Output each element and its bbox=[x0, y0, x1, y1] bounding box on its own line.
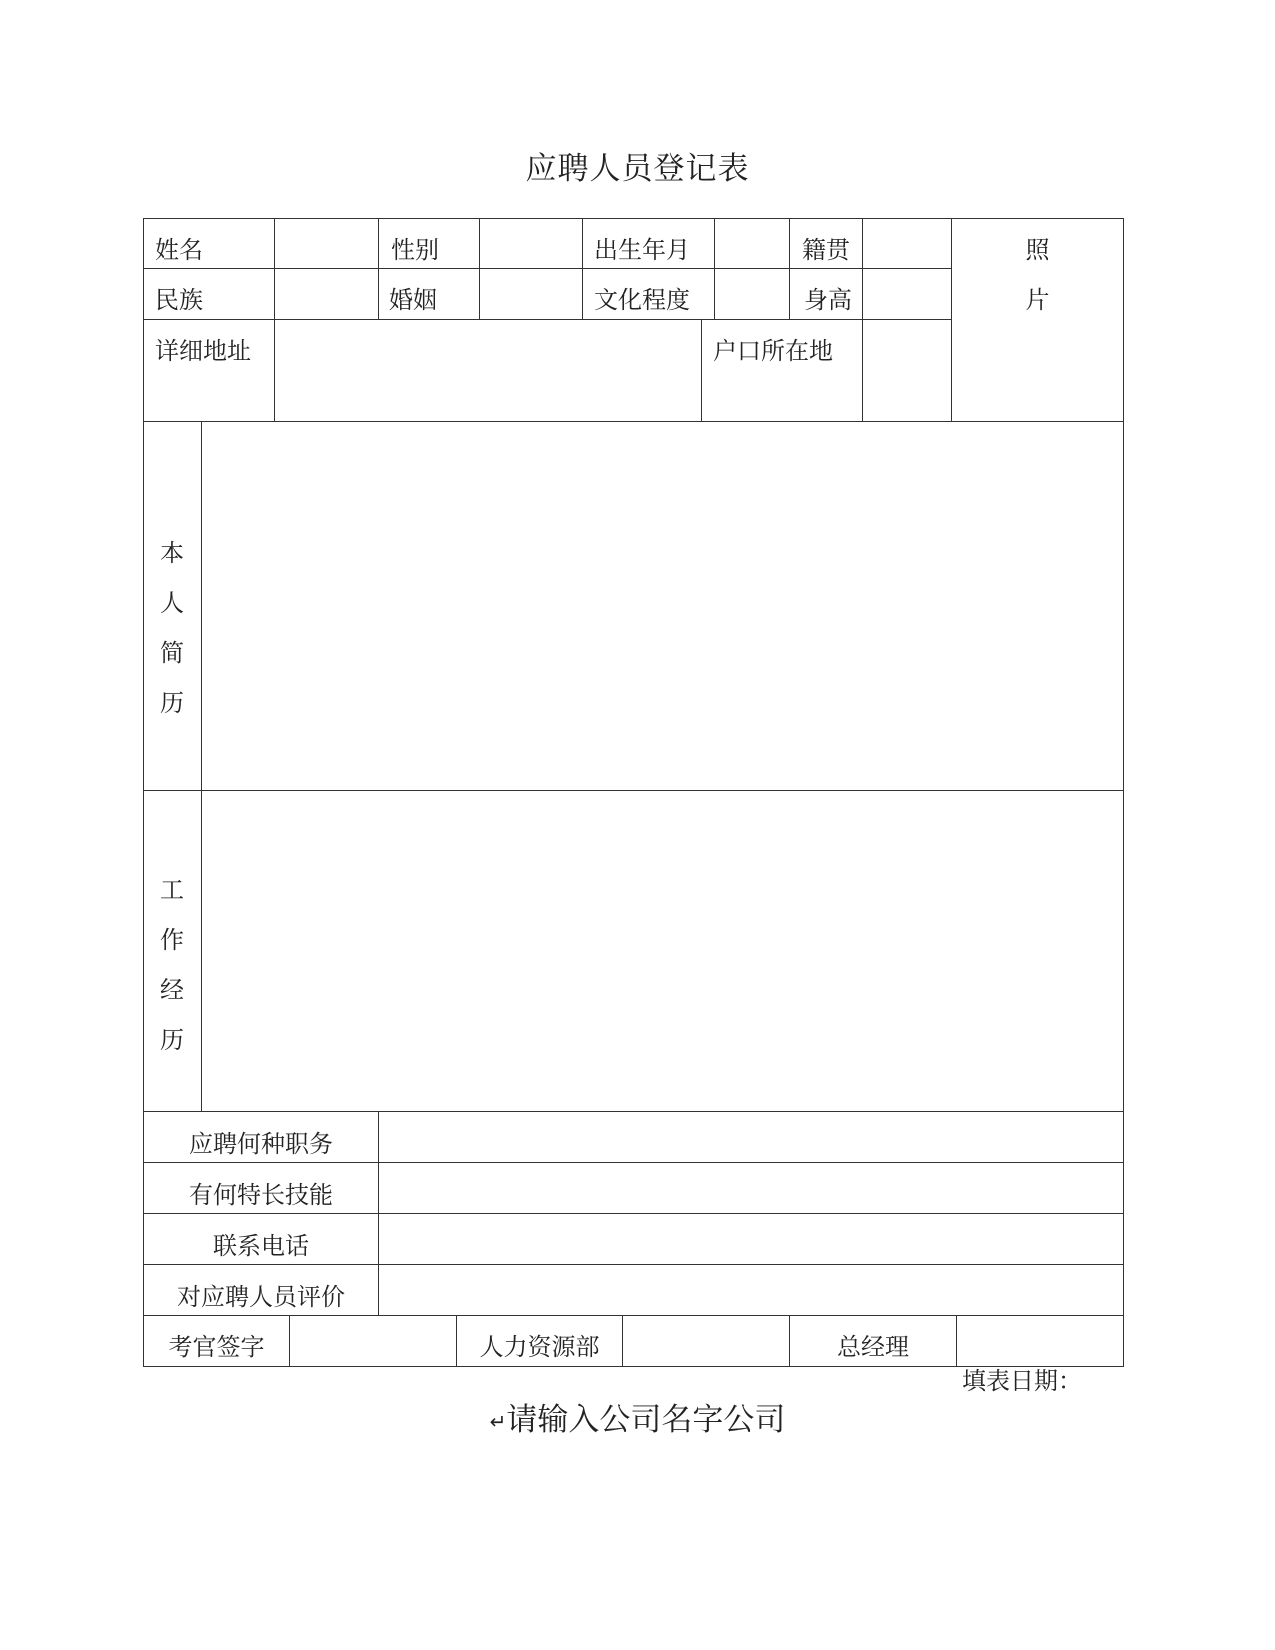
label-photo-2: 片 bbox=[1025, 286, 1050, 314]
col-divider bbox=[479, 218, 480, 319]
label-resume bbox=[144, 528, 200, 728]
label-position: 应聘何种职务 bbox=[189, 1130, 333, 1158]
col-divider bbox=[714, 218, 715, 319]
label-examiner-signature: 考官签字 bbox=[168, 1333, 265, 1361]
row-divider bbox=[143, 319, 951, 320]
label-resume-char: 历 bbox=[160, 689, 184, 717]
col-divider bbox=[622, 1315, 623, 1366]
table-border-right bbox=[1123, 218, 1124, 1367]
label-photo-1: 照 bbox=[1025, 236, 1050, 264]
col-divider bbox=[701, 319, 702, 421]
row-divider bbox=[143, 1264, 1124, 1265]
label-work-char: 历 bbox=[160, 1026, 184, 1054]
row-divider bbox=[143, 1213, 1124, 1214]
label-gender: 性别 bbox=[391, 236, 439, 264]
row-divider bbox=[143, 421, 1124, 422]
label-resume-char: 本 bbox=[160, 539, 184, 567]
label-phone: 联系电话 bbox=[213, 1232, 309, 1260]
col-divider bbox=[956, 1315, 957, 1366]
label-ethnicity: 民族 bbox=[155, 286, 203, 314]
label-education: 文化程度 bbox=[594, 286, 690, 314]
col-divider bbox=[378, 218, 379, 319]
col-divider bbox=[582, 218, 583, 319]
label-skills: 有何特长技能 bbox=[189, 1181, 333, 1209]
label-general-manager: 总经理 bbox=[837, 1333, 909, 1361]
label-work-char: 作 bbox=[160, 926, 184, 954]
registration-form-table bbox=[143, 218, 1124, 1367]
row-divider bbox=[143, 1111, 1124, 1112]
label-hr-department: 人力资源部 bbox=[479, 1333, 600, 1361]
label-evaluation: 对应聘人员评价 bbox=[177, 1283, 345, 1311]
label-native: 籍贯 bbox=[802, 236, 850, 264]
return-mark-icon: ↵ bbox=[489, 1409, 507, 1434]
col-divider bbox=[378, 1111, 379, 1315]
company-name-text: 请输入公司名字公司 bbox=[506, 1402, 786, 1438]
row-divider bbox=[143, 1315, 1124, 1316]
label-resume-char: 简 bbox=[160, 639, 184, 667]
label-resume-char: 人 bbox=[160, 589, 184, 617]
label-work bbox=[144, 865, 200, 1065]
label-hukou: 户口所在地 bbox=[713, 337, 833, 365]
company-name bbox=[0, 1402, 1275, 1440]
col-divider bbox=[201, 421, 202, 1111]
label-birth: 出生年月 bbox=[594, 236, 690, 264]
col-divider bbox=[274, 218, 275, 421]
row-divider bbox=[143, 1162, 1124, 1163]
label-name: 姓名 bbox=[155, 236, 203, 264]
row-divider bbox=[143, 790, 1124, 791]
page-title: 应聘人员登记表 bbox=[525, 151, 750, 187]
col-divider bbox=[789, 218, 790, 319]
label-address: 详细地址 bbox=[155, 337, 251, 365]
label-marriage: 婚姻 bbox=[389, 286, 437, 314]
label-work-char: 经 bbox=[160, 976, 184, 1004]
fill-date-label: 填表日期： bbox=[962, 1367, 1082, 1395]
label-work-char: 工 bbox=[160, 876, 184, 904]
col-divider bbox=[289, 1315, 290, 1366]
col-divider bbox=[862, 218, 863, 421]
table-border-top bbox=[143, 218, 1124, 219]
row-divider bbox=[143, 268, 951, 269]
label-height: 身高 bbox=[804, 286, 852, 314]
